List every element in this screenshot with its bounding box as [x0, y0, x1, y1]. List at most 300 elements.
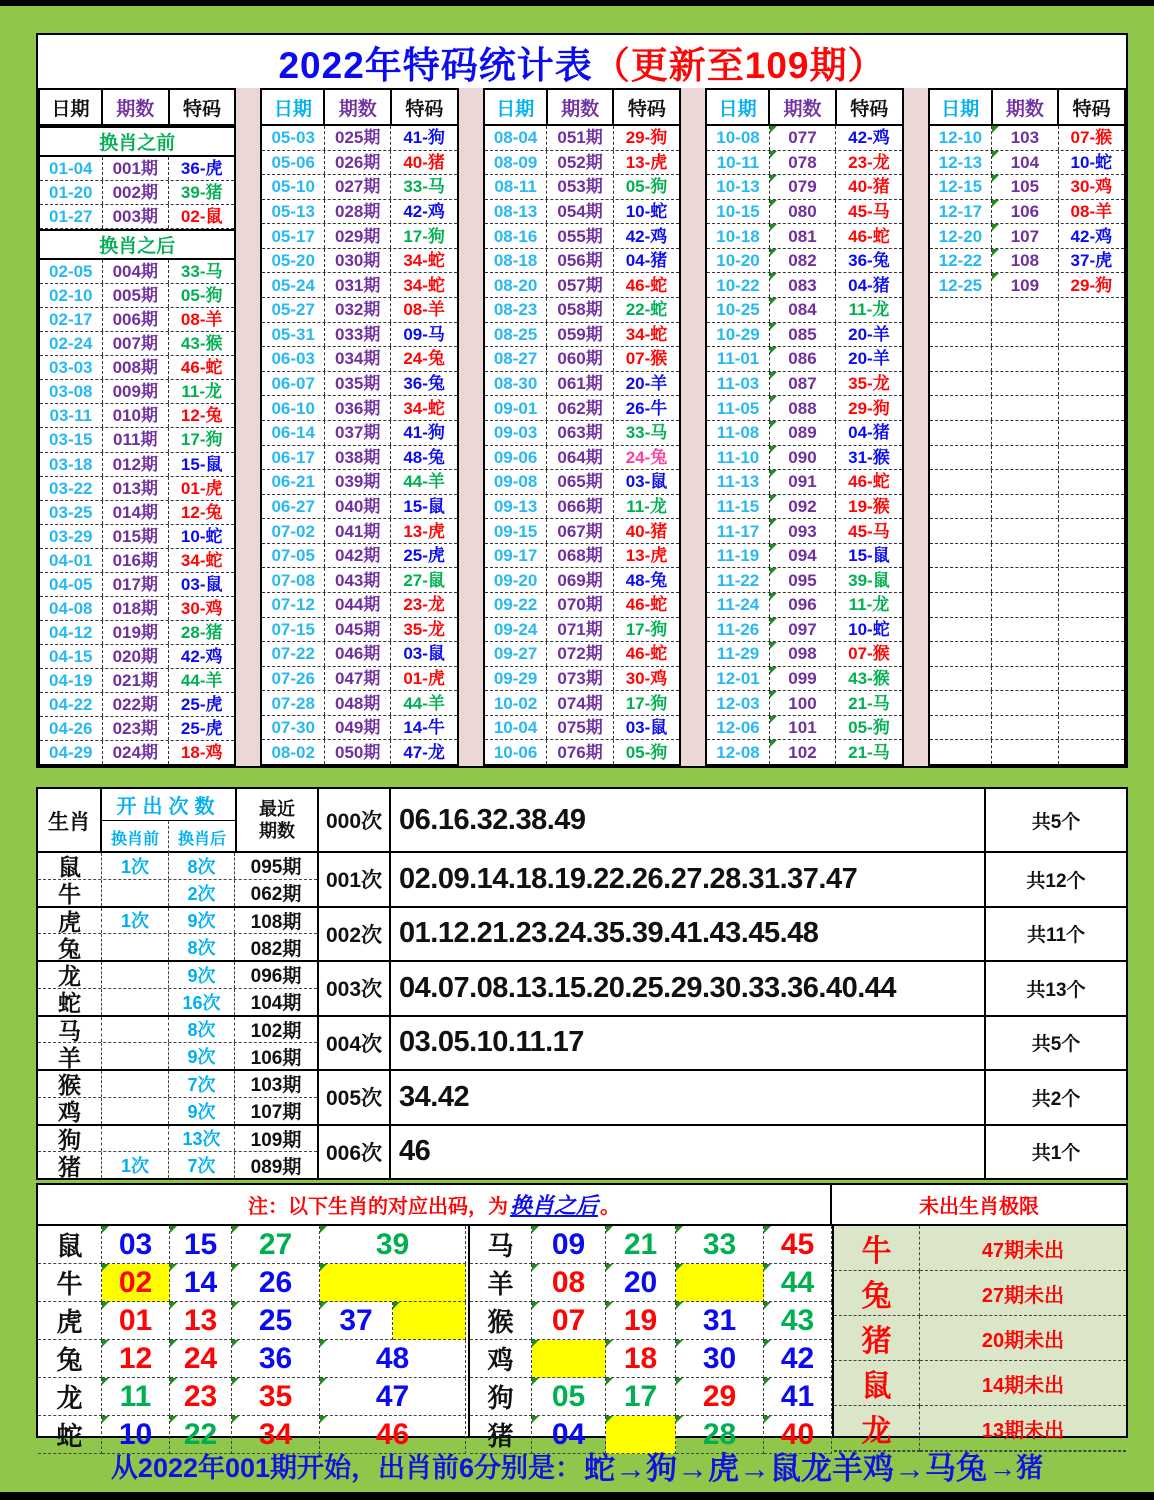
recent-period-cell: 107期 — [250, 1102, 302, 1124]
period-header: 期数 — [768, 90, 835, 124]
date-cell — [930, 372, 992, 396]
period-cell: 030期 — [324, 249, 391, 273]
after-count-cell: 9次 — [169, 1098, 235, 1124]
code-cell: 20-羊 — [848, 349, 890, 369]
code-cell — [1059, 716, 1124, 740]
period-cell: 045期 — [324, 618, 391, 642]
results-header-row — [707, 90, 901, 126]
results-table — [705, 88, 903, 766]
results-header-row — [40, 90, 234, 126]
note-suffix: 。 — [600, 1196, 620, 1218]
date-cell: 04-08 — [49, 598, 93, 618]
stats-row — [38, 853, 317, 880]
period-cell: 024期 — [102, 741, 169, 764]
freq-row — [319, 1071, 1126, 1126]
after-count-cell: 7次 — [169, 1152, 235, 1178]
period-cell: 089 — [769, 421, 836, 445]
result-row — [707, 200, 901, 225]
date-cell: 08-02 — [271, 742, 315, 762]
result-row — [707, 544, 901, 569]
result-row — [707, 593, 901, 618]
limit-zodiac-cell: 鼠 — [834, 1361, 920, 1406]
number-cell: 24 — [170, 1340, 232, 1378]
date-header: 日期 — [941, 98, 980, 120]
number-cell: 30 — [676, 1340, 764, 1378]
date-cell: 10-06 — [493, 742, 538, 762]
date-cell: 11-03 — [716, 374, 760, 394]
result-row — [262, 470, 456, 495]
footer-note — [0, 1438, 1154, 1492]
zodiac-header: 生肖 — [38, 789, 102, 853]
before-count-cell — [102, 989, 169, 1015]
date-cell: 05-27 — [271, 300, 315, 320]
date-cell: 10-13 — [716, 177, 760, 197]
code-cell: 48-兔 — [625, 570, 668, 590]
number-cell: 12 — [102, 1340, 170, 1378]
result-row — [707, 568, 901, 593]
period-cell: 022期 — [102, 693, 169, 716]
result-row — [485, 740, 679, 764]
date-cell: 05-24 — [271, 275, 315, 295]
result-row — [707, 347, 901, 372]
code-cell: 30-鸡 — [625, 669, 668, 688]
period-cell: 065期 — [546, 470, 613, 494]
result-row — [262, 347, 456, 372]
result-row — [707, 642, 901, 667]
code-cell: 30-鸡 — [180, 598, 223, 618]
period-cell: 019期 — [102, 621, 169, 644]
date-header: 日期 — [273, 98, 312, 120]
stats-row — [38, 1098, 317, 1126]
after-count-cell: 8次 — [169, 934, 235, 960]
result-row — [262, 691, 456, 716]
result-row — [485, 224, 679, 249]
code-cell: 08-羊 — [180, 310, 223, 330]
result-row — [40, 477, 234, 501]
code-cell: 12-兔 — [180, 502, 223, 522]
zodiac-cell: 牛 — [38, 880, 102, 906]
period-cell: 057期 — [546, 273, 613, 297]
stats-row — [38, 880, 317, 908]
zodiac-name-cell: 羊 — [470, 1264, 532, 1302]
limit-text-cell: 14期未出 — [920, 1361, 1126, 1406]
date-cell: 08-13 — [493, 202, 538, 222]
result-row — [930, 544, 1124, 569]
date-cell: 07-28 — [271, 693, 315, 713]
result-row — [930, 298, 1124, 323]
code-cell: 29-狗 — [848, 398, 890, 418]
result-row — [262, 273, 456, 298]
date-cell: 11-15 — [716, 496, 760, 516]
result-row — [930, 396, 1124, 421]
period-cell — [991, 667, 1058, 691]
result-row — [40, 741, 234, 764]
period-cell: 073期 — [546, 667, 613, 691]
code-cell: 33-马 — [180, 262, 223, 282]
period-cell: 050期 — [324, 740, 391, 764]
stats-panel — [36, 787, 1128, 1180]
period-cell: 013期 — [102, 477, 169, 500]
freq-count: 共5个 — [1031, 1034, 1081, 1056]
zodiac-name-cell: 龙 — [38, 1378, 102, 1416]
date-cell — [930, 298, 992, 322]
date-cell: 07-08 — [271, 570, 315, 590]
period-cell: 075期 — [546, 716, 613, 740]
result-row — [262, 224, 456, 249]
after-count-cell: 7次 — [169, 1071, 235, 1097]
code-cell: 40-猪 — [403, 152, 445, 172]
recent-period-cell: 103期 — [250, 1075, 302, 1097]
period-cell — [991, 544, 1058, 568]
recent-period-cell: 096期 — [250, 966, 302, 988]
recent-header-line1: 最近 — [259, 799, 295, 820]
code-cell: 20-羊 — [848, 324, 890, 344]
number-cell — [320, 1264, 466, 1302]
stats-row — [38, 1152, 317, 1178]
period-cell: 017期 — [102, 573, 169, 596]
column-separator — [904, 88, 928, 766]
period-cell: 033期 — [324, 323, 391, 347]
result-row — [930, 593, 1124, 618]
result-row — [262, 126, 456, 151]
number-cell: 37 — [320, 1302, 393, 1340]
zodiac-name-cell: 猴 — [470, 1302, 532, 1340]
result-row — [262, 642, 456, 667]
freq-row — [319, 853, 1126, 908]
code-cell: 22-蛇 — [625, 300, 668, 320]
result-row — [707, 126, 901, 151]
result-row — [485, 495, 679, 520]
code-cell: 10-蛇 — [180, 526, 223, 546]
zodiac-cell: 羊 — [38, 1043, 102, 1069]
code-cell: 04-猪 — [848, 275, 890, 295]
period-cell: 101 — [769, 716, 836, 740]
before-change-header: 换肖前 — [102, 821, 169, 853]
period-cell: 086 — [769, 347, 836, 371]
result-row — [262, 151, 456, 176]
period-cell — [991, 519, 1058, 543]
footer-tail: →猪 — [989, 1452, 1044, 1483]
number-cell: 48 — [320, 1340, 466, 1378]
code-cell — [1059, 642, 1124, 666]
date-cell: 05-06 — [271, 152, 315, 172]
code-cell: 05-狗 — [625, 742, 668, 762]
code-cell: 01-虎 — [180, 478, 223, 498]
period-cell: 060期 — [546, 347, 613, 371]
zodiac-cell: 马 — [38, 1017, 102, 1043]
limit-text-cell: 47期未出 — [920, 1226, 1126, 1271]
code-cell: 20-羊 — [625, 374, 668, 394]
freq-table — [319, 789, 1126, 1178]
before-count-cell — [102, 934, 169, 960]
result-row — [262, 544, 456, 569]
code-cell — [1059, 372, 1124, 396]
result-row — [707, 691, 901, 716]
code-cell: 04-猪 — [848, 423, 890, 443]
code-cell: 34-蛇 — [180, 550, 223, 570]
code-cell: 39-鼠 — [848, 570, 890, 590]
result-row — [485, 568, 679, 593]
period-cell: 041期 — [324, 519, 391, 543]
recent-period-header — [235, 789, 317, 853]
limit-zodiac-cell: 龙 — [834, 1406, 920, 1451]
period-cell: 074期 — [546, 691, 613, 715]
footer-prefix: 从2022年001期开始，出肖前6分别是： — [110, 1452, 583, 1483]
period-cell: 095 — [769, 568, 836, 592]
period-cell: 011期 — [102, 428, 169, 451]
result-row — [485, 519, 679, 544]
code-cell: 33-马 — [403, 177, 445, 197]
code-cell: 34-蛇 — [625, 324, 668, 344]
date-cell: 02-17 — [49, 310, 93, 330]
period-cell: 034期 — [324, 347, 391, 371]
number-cell: 15 — [170, 1226, 232, 1264]
period-cell: 087 — [769, 372, 836, 396]
before-count-cell — [102, 1043, 169, 1069]
before-count-cell — [102, 962, 169, 988]
date-header: 日期 — [718, 98, 757, 120]
date-cell: 07-05 — [271, 546, 315, 566]
number-cell: 46 — [320, 1416, 466, 1454]
result-row — [40, 260, 234, 284]
period-cell: 107 — [991, 224, 1058, 248]
date-cell: 03-03 — [49, 358, 93, 378]
period-cell: 066期 — [546, 495, 613, 519]
result-row — [930, 224, 1124, 249]
period-cell — [991, 716, 1058, 740]
code-cell: 41-狗 — [403, 128, 445, 148]
result-row — [930, 618, 1124, 643]
stats-row — [38, 1126, 317, 1153]
freq-numbers: 06.16.32.38.49 — [391, 789, 986, 851]
date-cell — [930, 691, 992, 715]
result-row — [262, 200, 456, 225]
period-cell — [991, 470, 1058, 494]
code-cell: 25-虎 — [180, 695, 223, 714]
code-cell: 34-蛇 — [403, 275, 445, 295]
period-cell: 051期 — [546, 126, 613, 150]
zodiac-name-cell: 鸡 — [470, 1340, 532, 1378]
date-cell: 08-04 — [493, 128, 538, 148]
footer-sequence: 蛇→狗→虎→鼠龙羊鸡→马兔 — [584, 1450, 988, 1486]
number-cell: 35 — [232, 1378, 320, 1416]
stats-row — [38, 1017, 317, 1044]
period-cell: 062期 — [546, 396, 613, 420]
period-cell: 012期 — [102, 453, 169, 476]
number-cell: 28 — [676, 1416, 764, 1454]
zodiac-cell: 猪 — [38, 1152, 102, 1178]
period-cell: 053期 — [546, 175, 613, 199]
result-row — [707, 716, 901, 741]
date-cell: 06-10 — [271, 398, 315, 418]
results-body — [262, 126, 456, 764]
code-cell: 36-兔 — [403, 374, 445, 394]
date-cell — [930, 716, 992, 740]
result-row — [262, 618, 456, 643]
before-count-cell — [102, 1071, 169, 1097]
date-cell: 09-01 — [493, 398, 538, 418]
code-cell: 46-蛇 — [848, 226, 890, 246]
code-cell: 43-猴 — [848, 669, 890, 688]
date-cell: 09-17 — [493, 546, 538, 566]
period-cell: 093 — [769, 519, 836, 543]
date-cell: 06-07 — [271, 374, 315, 394]
period-cell: 049期 — [324, 716, 391, 740]
date-cell: 06-14 — [271, 423, 315, 443]
recent-period-cell: 062期 — [250, 884, 302, 906]
result-row — [40, 404, 234, 428]
code-cell — [1059, 667, 1124, 691]
code-cell: 05-狗 — [848, 718, 890, 738]
period-cell — [991, 372, 1058, 396]
results-body — [485, 126, 679, 764]
result-row — [930, 568, 1124, 593]
date-cell: 12-22 — [938, 251, 983, 271]
freq-numbers: 03.05.10.11.17 — [391, 1017, 986, 1070]
code-cell: 45-马 — [848, 521, 890, 541]
result-row — [707, 372, 901, 397]
code-cell: 13-虎 — [403, 521, 445, 541]
stats-row — [38, 962, 317, 989]
date-cell: 03-08 — [49, 382, 93, 402]
result-row — [707, 495, 901, 520]
code-cell: 25-虎 — [403, 546, 445, 566]
period-cell: 018期 — [102, 597, 169, 620]
code-cell: 44-羊 — [403, 693, 445, 713]
number-cell: 13 — [170, 1302, 232, 1340]
after-count-cell: 16次 — [169, 989, 235, 1015]
recent-period-cell: 102期 — [250, 1020, 302, 1042]
result-row — [930, 740, 1124, 764]
date-cell: 04-29 — [49, 743, 93, 763]
period-cell: 102 — [769, 740, 836, 764]
period-cell: 080 — [769, 200, 836, 224]
date-cell: 03-25 — [49, 502, 93, 522]
date-cell: 10-20 — [716, 251, 760, 271]
column-separator — [681, 88, 705, 766]
zodiac-cell: 鼠 — [38, 853, 102, 879]
date-cell — [930, 740, 992, 764]
code-cell: 05-狗 — [180, 286, 223, 306]
note-prefix: 注：以下生肖的对应出码，为 — [247, 1196, 508, 1218]
stats-row — [38, 1071, 317, 1098]
date-cell: 07-26 — [271, 669, 315, 688]
code-cell — [1059, 421, 1124, 445]
results-body — [40, 126, 234, 764]
period-header: 期数 — [101, 90, 168, 124]
code-cell: 17-狗 — [625, 693, 668, 713]
limit-zodiac-cell: 牛 — [834, 1226, 920, 1271]
after-count-cell: 2次 — [169, 880, 235, 906]
period-cell: 042期 — [324, 544, 391, 568]
date-cell: 12-08 — [716, 742, 760, 762]
after-count-cell: 8次 — [169, 853, 235, 879]
date-cell: 02-05 — [49, 262, 93, 282]
code-cell: 46-蛇 — [625, 644, 668, 664]
limit-zodiac-cell: 兔 — [834, 1271, 920, 1316]
result-row — [930, 446, 1124, 471]
result-row — [262, 298, 456, 323]
period-cell: 004期 — [102, 260, 169, 283]
after-count-cell: 9次 — [169, 962, 235, 988]
freq-label: 005次 — [319, 1071, 391, 1124]
period-cell: 059期 — [546, 323, 613, 347]
result-row — [262, 396, 456, 421]
period-cell — [991, 618, 1058, 642]
date-cell: 07-22 — [271, 644, 315, 664]
code-cell: 15-鼠 — [180, 454, 223, 474]
code-cell: 11-龙 — [181, 382, 223, 402]
code-cell: 42-鸡 — [1070, 226, 1113, 246]
result-row — [40, 332, 234, 356]
date-cell — [930, 446, 992, 470]
date-cell: 10-02 — [493, 693, 538, 713]
period-cell: 002期 — [102, 181, 169, 204]
period-cell: 009期 — [102, 380, 169, 403]
date-cell: 06-21 — [271, 472, 315, 492]
page-title-update: （更新至109期） — [592, 44, 886, 86]
period-cell: 037期 — [324, 421, 391, 445]
stats-row — [38, 1043, 317, 1071]
freq-count: 共11个 — [1026, 925, 1086, 947]
number-cell: 44 — [764, 1264, 832, 1302]
period-cell: 103 — [991, 126, 1058, 150]
number-cell: 02 — [102, 1264, 170, 1302]
zodiac-name-cell: 猪 — [470, 1416, 532, 1454]
period-cell: 069期 — [546, 568, 613, 592]
date-cell: 12-10 — [938, 128, 983, 148]
code-header: 特码 — [168, 90, 235, 124]
period-cell: 100 — [769, 691, 836, 715]
result-row — [707, 323, 901, 348]
period-cell: 092 — [769, 495, 836, 519]
period-cell: 054期 — [546, 200, 613, 224]
number-cell: 23 — [170, 1378, 232, 1416]
period-cell: 008期 — [102, 356, 169, 379]
number-cell: 47 — [320, 1378, 466, 1416]
period-cell: 083 — [769, 273, 836, 297]
freq-label: 002次 — [319, 908, 391, 961]
code-cell: 18-鸡 — [180, 743, 223, 763]
code-cell: 24-兔 — [625, 447, 668, 467]
date-cell: 05-13 — [271, 202, 315, 222]
after-count-cell: 13次 — [169, 1126, 235, 1152]
result-row — [930, 642, 1124, 667]
result-row — [40, 453, 234, 477]
results-row — [38, 88, 1126, 766]
page-title-main: 2022年特码统计表 — [278, 44, 593, 86]
result-row — [707, 740, 901, 764]
date-cell: 04-26 — [49, 719, 93, 739]
stats-row — [38, 934, 317, 962]
number-cell: 39 — [320, 1226, 466, 1264]
zodiac-name-cell: 兔 — [38, 1340, 102, 1378]
freq-count: 共5个 — [1031, 811, 1081, 833]
recent-header-line2: 期数 — [259, 821, 295, 841]
result-row — [707, 224, 901, 249]
result-row — [485, 544, 679, 569]
period-cell: 048期 — [324, 691, 391, 715]
note-emphasis: 换肖之后 — [509, 1193, 598, 1218]
date-cell: 05-31 — [271, 324, 315, 344]
zodiac-cell: 蛇 — [38, 989, 102, 1015]
period-cell: 082 — [769, 249, 836, 273]
date-cell — [930, 544, 992, 568]
result-row — [262, 249, 456, 274]
result-row — [930, 519, 1124, 544]
date-cell — [930, 495, 992, 519]
code-cell: 17-狗 — [180, 430, 223, 450]
